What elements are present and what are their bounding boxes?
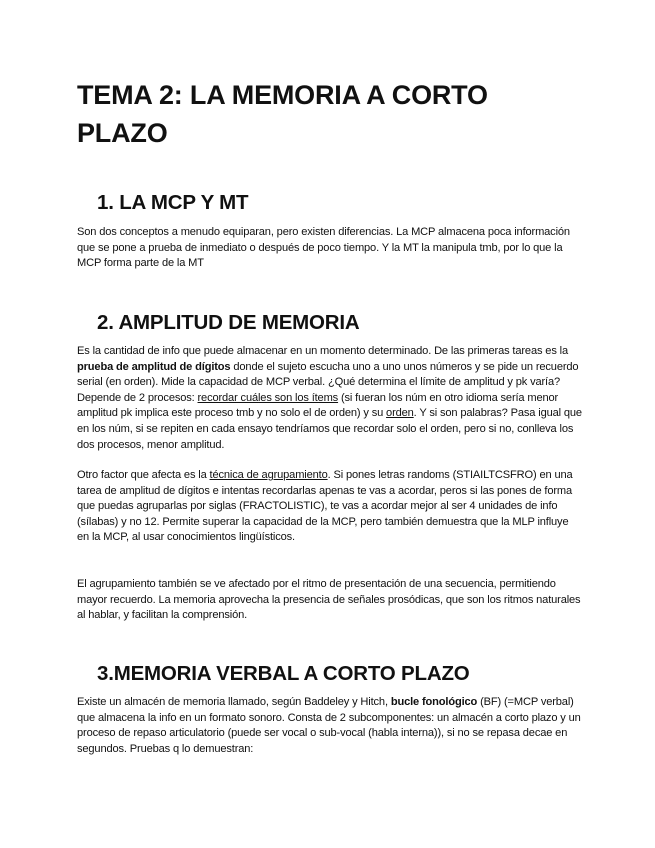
document-title: TEMA 2: LA MEMORIA A CORTO PLAZO <box>77 80 488 148</box>
section-title: LA MCP Y MT <box>119 191 249 214</box>
underlined-term: técnica de agrupamiento <box>209 469 328 481</box>
section-number: 3. <box>97 662 114 685</box>
section-heading-1 <box>97 191 248 215</box>
underlined-term: recordar cuáles son los ítems <box>197 391 339 404</box>
section-number: 1. <box>97 191 114 214</box>
paragraph: Son dos conceptos a menudo equiparan, pero existen diferencias. La MCP almacena poca información que se pone a prueba de inmediato o después de poco tiempo. Y la MT la manipula tmb, por lo que la MCP forma parte de la MT <box>77 226 570 270</box>
section-title: MEMORIA VERBAL A CORTO PLAZO <box>113 662 470 685</box>
section-heading-3 <box>97 662 470 686</box>
paragraph: Es la cantidad de info que puede almacenar en un momento determinado. De las primeras tareas es la prueba de amplitud de dígitos donde el sujeto escucha uno a uno unos números y se pide un recuerdo serial (en orden). Mide la capacidad de MCP verbal. ¿Qué determina el límite de amplitud y pk varía? Depende de 2 procesos: recordar cuáles son los ítems (si fueran los núm en otro idioma sería menor amplitud pk implica este proceso tmb y no solo el de orden) y su orden. Y si son palabras? Pasa igual que en los núm, si se repiten en cada ensayo tendríamos que recordar solo el orden, pero si no, conlleva los dos procesos, menor amplitud. <box>77 345 582 451</box>
underlined-term: orden <box>386 407 414 420</box>
paragraph: Otro factor que afecta es la técnica de agrupamiento. Si pones letras randoms (STIAILTCSFRO) en una tarea de amplitud de dígitos e intentas recordarlas apenas te vas a acordar, peros si las pones de forma que puedas agruparlas por siglas (FRACTOLISTIC), te vas a acordar mejor al ser 4 unidades de info (sílabas) y no 12. Permite superar la capacidad de la MCP, pero también demuestra que la MLP influye en la MCP, al usar conocimientos lingüísticos. <box>77 469 573 544</box>
section-number: 2. <box>97 311 114 334</box>
bold-term: bucle fonológico <box>390 696 478 708</box>
section-title: AMPLITUD DE MEMORIA <box>118 311 360 334</box>
paragraph: El agrupamiento también se ve afectado por el ritmo de presentación de una secuencia, permitiendo mayor recuerdo. La memoria aprovecha la presencia de señales prosódicas, que son los ritmos naturales al hablar, y facilitan la comprensión. <box>77 578 581 622</box>
paragraph: Existe un almacén de memoria llamado, según Baddeley y Hitch, bucle fonológico (BF) (=MCP verbal) que almacena la info en un formato sonoro. Consta de 2 subcomponentes: un almacén a corto plazo y un proceso de repaso articulatorio (puede ser vocal o sub-vocal (habla interna)), si no se repasa decae en segundos. Pruebas q lo demuestran: <box>77 696 581 755</box>
section-heading-2 <box>97 311 360 335</box>
bold-term: prueba de amplitud de dígitos <box>77 360 231 373</box>
